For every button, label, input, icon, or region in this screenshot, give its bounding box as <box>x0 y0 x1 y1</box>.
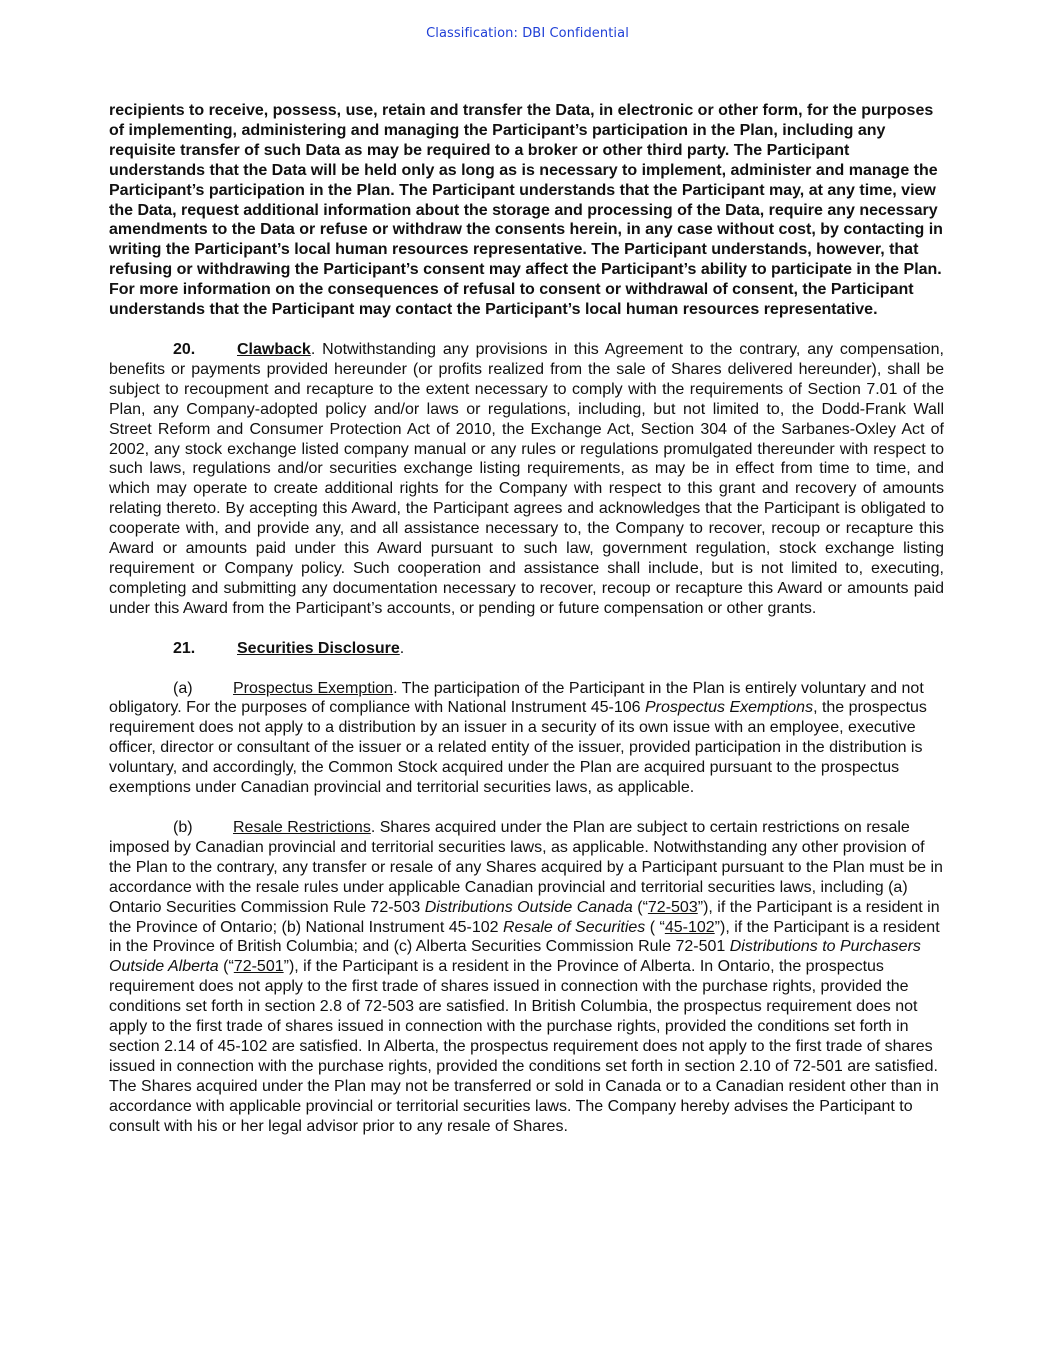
section-21b-text-5: ”), if the Participant is a resident in the Province of British Columbia; and (c) Alberta Securities Commission Rule 72-501 <box>109 918 940 956</box>
section-21b-text-6: (“ <box>218 958 234 976</box>
section-21a-label: (a) <box>173 679 193 697</box>
section-21b-italic-3: Distributions to Purchasers Outside Alberta <box>109 938 921 976</box>
section-21-number: 21. <box>173 639 196 657</box>
section-20-title-punct: . <box>310 340 316 358</box>
section-21a-title: Prospectus Exemption <box>233 679 394 697</box>
section-21b-resale-restrictions <box>109 818 944 1137</box>
data-privacy-paragraph: recipients to receive, possess, use, retain and transfer the Data, in electronic or other form, for the purposes of implementing, administering and managing the Participant’s participation in the Plan, including any requisite transfer of such Data as may be required to a broker or other third party. The Participant understands that the Data will be held only as long as is necessary to implement, administer and manage the Participant’s participation in the Plan. The Participant understands that the Participant may, at any time, view the Data, request additional information about the storage and processing of the Data, require any necessary amendments to the Data or refuse or withdraw the consents herein, in any case without cost, by contacting in writing the Participant’s local human resources representative. The Participant understands, however, that refusing or withdrawing the Participant’s consent may affect the Participant’s ability to participate in the Plan. For more information on the consequences of refusal to consent or withdrawal of consent, the Participant understands that the Participant may contact the Participant’s local human resources representative. <box>109 102 943 319</box>
section-21b-label: (b) <box>173 819 193 836</box>
rule-45-102-term: 45-102 <box>664 918 715 936</box>
section-21b-italic-2: Resale of Securities <box>502 918 646 936</box>
section-21b-text-3: ”), if the Participant is a resident in the Province of Ontario; (b) National Instrument 45-102 <box>109 898 940 936</box>
section-21b-text-4: ( “ <box>645 918 665 936</box>
section-21a-text-1: . The participation of the Participant in the Plan is entirely voluntary and not obligatory. For the purposes of compliance with National Instrument 45-106 <box>109 679 924 717</box>
section-21a-italic-1: Prospectus Exemptions <box>644 699 814 717</box>
section-21b-text-7: ”), if the Participant is a resident in the Province of Alberta. In Ontario, the prospectus requirement does not apply to the first trade of shares issued in connection with the purchase rights, provided the conditions set forth in section 2.8 of 72-503 are satisfied. In British Columbia, the prospectus requirement does not apply to the first trade of shares issued in connection with the purchase rights, provided the conditions set forth in section 2.14 of 45-102 are satisfied. In Alberta, the prospectus requirement does not apply to the first trade of shares issued in connection with the purchase rights, provided the conditions set forth in section 2.10 of 72-501 are satisfied. The Shares acquired under the Plan may not be transferred or sold in Canada or to a Canadian resident other than in accordance with applicable provincial or territorial securities laws. The Company hereby advises the Participant to consult with his or her legal advisor prior to any resale of Shares. <box>109 958 939 1135</box>
section-20-title: Clawback <box>237 340 311 358</box>
document-body <box>109 101 944 1137</box>
rule-72-503-term: 72-503 <box>647 898 698 916</box>
section-21b-italic-1: Distributions Outside Canada <box>424 898 633 916</box>
section-20-number: 20. <box>173 340 196 358</box>
section-20-text: Notwithstanding any provisions in this Agreement to the contrary, any compensation, benefits or payments provided hereunder (or profits realized from the sale of Shares delivered hereunder), shall be subject to recoupment and recapture to the extent necessary to comply with the requirements of Section 7.01 of the Plan, any Company-adopted policy and/or laws or regulations, including, but not limited to, the Dodd-Frank Wall Street Reform and Consumer Protection Act of 2010, the Exchange Act, Section 304 of the Sarbanes-Oxley Act of 2002, any stock exchange listed company manual or any rules or regulations promulgated thereunder with respect to such laws, regulations and/or securities exchange listing requirements, as may be in effect from time to time, and which may operate to create additional rights for the Company with respect to this grant and recovery of amounts relating thereto. By accepting this Award, the Participant agrees and acknowledges that the Participant is obligated to cooperate with, and provide any, and all assistance necessary to, the Company to recover, recoup or recapture this Award or amounts paid under this Award pursuant to such law, government regulation, stock exchange listing requirement or Company policy. Such cooperation and assistance shall include, but is not limited to, executing, completing and submitting any documentation necessary to recover, recoup or recapture this Award or amounts paid under this Award from the Participant’s accounts, or pending or future compensation or other grants. <box>109 340 944 617</box>
section-21b-text-2: (“ <box>632 898 648 916</box>
rule-72-501-term: 72-501 <box>233 958 284 976</box>
section-20-clawback <box>109 340 944 619</box>
classification-header: Classification: DBI Confidential <box>426 26 629 41</box>
section-21a-text-2: , the prospectus requirement does not apply to a distribution by an issuer in a security of its own issue with an employee, executive officer, director or consultant of the issuer or a related entity of the issuer, provided participation in the distribution is voluntary, and accordingly, the Common Stock acquired under the Plan are acquired pursuant to the prospectus exemptions under Canadian provincial and territorial securities laws, as applicable. <box>109 699 927 797</box>
section-21-heading <box>109 639 944 659</box>
section-21b-title: Resale Restrictions <box>233 819 371 836</box>
section-21b-text-1: . Shares acquired under the Plan are subject to certain restrictions on resale imposed by Canadian provincial and territorial securities laws, as applicable. Notwithstanding any other provision of the Plan to the contrary, any transfer or resale of any Shares acquired by a Participant pursuant to the Plan must be in accordance with the resale rules under applicable Canadian provincial and territorial securities laws, including (a) Ontario Securities Commission Rule 72-503 <box>109 819 943 916</box>
section-21-title-punct: . <box>399 639 405 657</box>
section-21-title: Securities Disclosure <box>237 639 400 657</box>
section-21a-prospectus-exemption <box>109 679 944 798</box>
